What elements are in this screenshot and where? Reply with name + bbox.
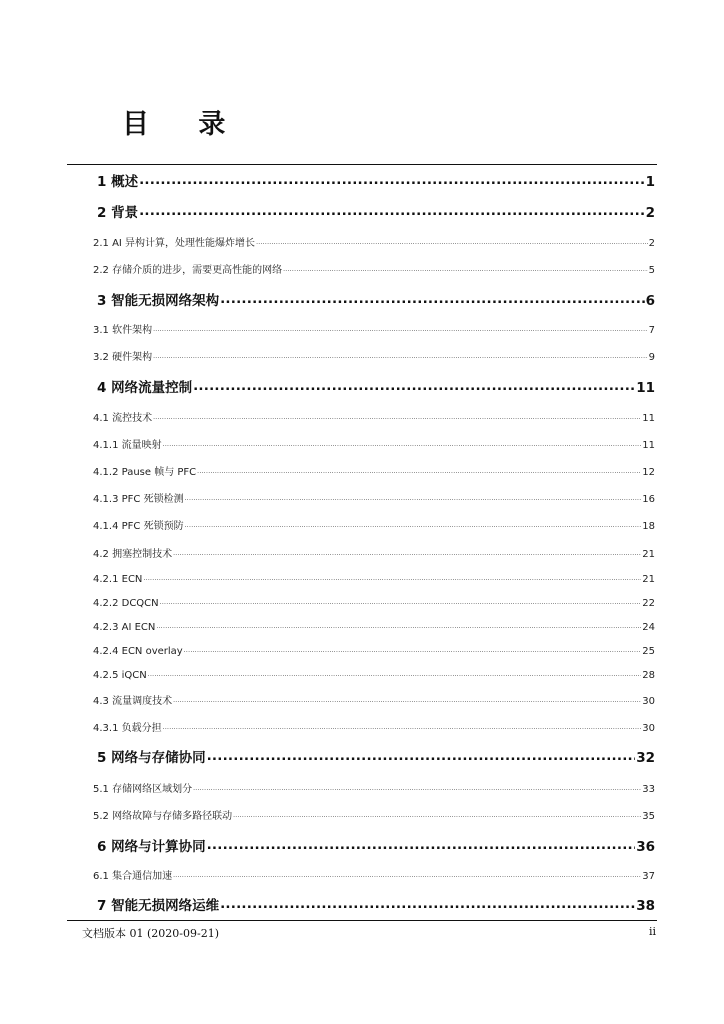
toc-leader (156, 620, 641, 630)
toc-label: 4.2.5 iQCN (93, 670, 147, 681)
toc-label: 3.2 硬件架构 (93, 352, 153, 363)
toc-entry-1[interactable] (97, 170, 655, 190)
toc-entry-4-2[interactable] (93, 545, 655, 560)
toc-leader (148, 668, 642, 678)
toc-page: 22 (642, 598, 655, 609)
toc-entry-2[interactable] (97, 201, 655, 221)
toc-page: 21 (642, 549, 655, 560)
toc-label: 6.1 集合通信加速 (93, 871, 173, 882)
toc-entry-5[interactable] (97, 746, 655, 766)
toc-leader (153, 323, 648, 333)
toc-leader (233, 809, 641, 819)
toc-entry-3-2[interactable] (93, 348, 655, 363)
toc-leader (193, 782, 641, 792)
toc-leader (163, 438, 642, 448)
toc-leader (207, 749, 636, 763)
toc-leader (160, 596, 642, 606)
toc-entry-4-1-4[interactable] (93, 517, 655, 532)
toc-leader (197, 465, 641, 475)
toc-entry-4[interactable] (97, 376, 655, 396)
toc-label: 4.1 流控技术 (93, 413, 153, 424)
toc-leader (139, 204, 645, 218)
toc-entry-6[interactable] (97, 835, 655, 855)
toc-entry-4-2-1[interactable] (93, 572, 655, 585)
toc-label: 4.1.2 Pause 帧与 PFC (93, 467, 197, 478)
toc-entry-7[interactable] (97, 894, 655, 914)
toc-page: 36 (636, 839, 655, 855)
toc-leader (193, 379, 635, 393)
toc-label: 2 背景 (97, 205, 139, 221)
title-divider (67, 164, 657, 165)
toc-label: 2.1 AI 异构计算，处理性能爆炸增长 (93, 238, 256, 249)
toc-leader (173, 694, 641, 704)
toc-label: 5 网络与存储协同 (97, 750, 206, 766)
toc-leader (173, 547, 641, 557)
toc-page: 11 (636, 380, 655, 396)
toc-entry-2-1[interactable] (93, 234, 655, 249)
toc-label: 5.2 网络故障与存储多路径联动 (93, 811, 233, 822)
toc-page: 11 (642, 413, 655, 424)
toc-leader (139, 173, 645, 187)
toc-page: 1 (645, 174, 655, 190)
toc-page: 30 (642, 723, 655, 734)
toc-leader (143, 572, 641, 582)
toc-page: 21 (642, 574, 655, 585)
toc-page: 9 (648, 352, 655, 363)
toc-page: 16 (642, 494, 655, 505)
toc-label: 4.1.3 PFC 死锁检测 (93, 494, 184, 505)
toc-label: 4.3.1 负载分担 (93, 723, 162, 734)
toc-entry-3[interactable] (97, 289, 655, 309)
toc-page: 35 (642, 811, 655, 822)
toc-page: 32 (636, 750, 655, 766)
toc-page: 6 (645, 293, 655, 309)
toc-leader (207, 838, 636, 852)
toc-page: 33 (642, 784, 655, 795)
toc-label: 4.3 流量调度技术 (93, 696, 173, 707)
toc-label: 7 智能无损网络运维 (97, 898, 220, 914)
toc-entry-6-1[interactable] (93, 867, 655, 882)
toc-entry-4-3-1[interactable] (93, 719, 655, 734)
toc-leader (184, 644, 642, 654)
toc-label: 2.2 存储介质的进步，需要更高性能的网络 (93, 265, 283, 276)
toc-leader (173, 869, 641, 879)
toc-page: 2 (645, 205, 655, 221)
toc-page: 2 (648, 238, 655, 249)
toc-leader (153, 350, 648, 360)
toc-leader (185, 492, 642, 502)
toc-entry-4-2-3[interactable] (93, 620, 655, 633)
toc-leader (220, 897, 635, 911)
toc-label: 4.1.1 流量映射 (93, 440, 162, 451)
toc-page: 37 (642, 871, 655, 882)
toc-entry-4-3[interactable] (93, 692, 655, 707)
toc-leader (153, 411, 641, 421)
toc-label: 4.1.4 PFC 死锁预防 (93, 521, 184, 532)
toc-page: 7 (648, 325, 655, 336)
toc-page: 38 (636, 898, 655, 914)
toc-entry-4-1[interactable] (93, 409, 655, 424)
toc-page: 12 (642, 467, 655, 478)
toc-label: 6 网络与计算协同 (97, 839, 206, 855)
toc-entry-5-1[interactable] (93, 780, 655, 795)
toc-page: 18 (642, 521, 655, 532)
toc-entry-4-2-4[interactable] (93, 644, 655, 657)
page-number: ii (648, 925, 656, 938)
toc-entry-4-1-2[interactable] (93, 463, 655, 478)
toc-page: 28 (642, 670, 655, 681)
toc-label: 4.2.4 ECN overlay (93, 646, 183, 657)
toc-label: 5.1 存储网络区域划分 (93, 784, 193, 795)
toc-page: 11 (642, 440, 655, 451)
toc-entry-5-2[interactable] (93, 807, 655, 822)
toc-entry-2-2[interactable] (93, 261, 655, 276)
toc-page: 25 (642, 646, 655, 657)
toc-entry-4-2-2[interactable] (93, 596, 655, 609)
footer-divider (67, 920, 657, 921)
toc-leader (185, 519, 642, 529)
toc-entry-3-1[interactable] (93, 321, 655, 336)
toc-entry-4-2-5[interactable] (93, 668, 655, 681)
toc-page: 24 (642, 622, 655, 633)
toc-entry-4-1-1[interactable] (93, 436, 655, 451)
toc-leader (256, 236, 648, 246)
toc-label: 4 网络流量控制 (97, 380, 193, 396)
toc-leader (163, 721, 642, 731)
toc-leader (220, 292, 645, 306)
toc-page: 30 (642, 696, 655, 707)
toc-entry-4-1-3[interactable] (93, 490, 655, 505)
toc-label: 4.2.3 AI ECN (93, 622, 156, 633)
toc-label: 3.1 软件架构 (93, 325, 153, 336)
toc-leader (283, 263, 648, 273)
page-title: 目 录 (122, 109, 246, 140)
toc-label: 3 智能无损网络架构 (97, 293, 220, 309)
toc-label: 1 概述 (97, 174, 139, 190)
toc-label: 4.2.2 DCQCN (93, 598, 159, 609)
toc-label: 4.2 拥塞控制技术 (93, 549, 173, 560)
toc-label: 4.2.1 ECN (93, 574, 143, 585)
toc-page: 5 (648, 265, 655, 276)
document-version: 文档版本 01 (2020-09-21) (82, 927, 219, 940)
